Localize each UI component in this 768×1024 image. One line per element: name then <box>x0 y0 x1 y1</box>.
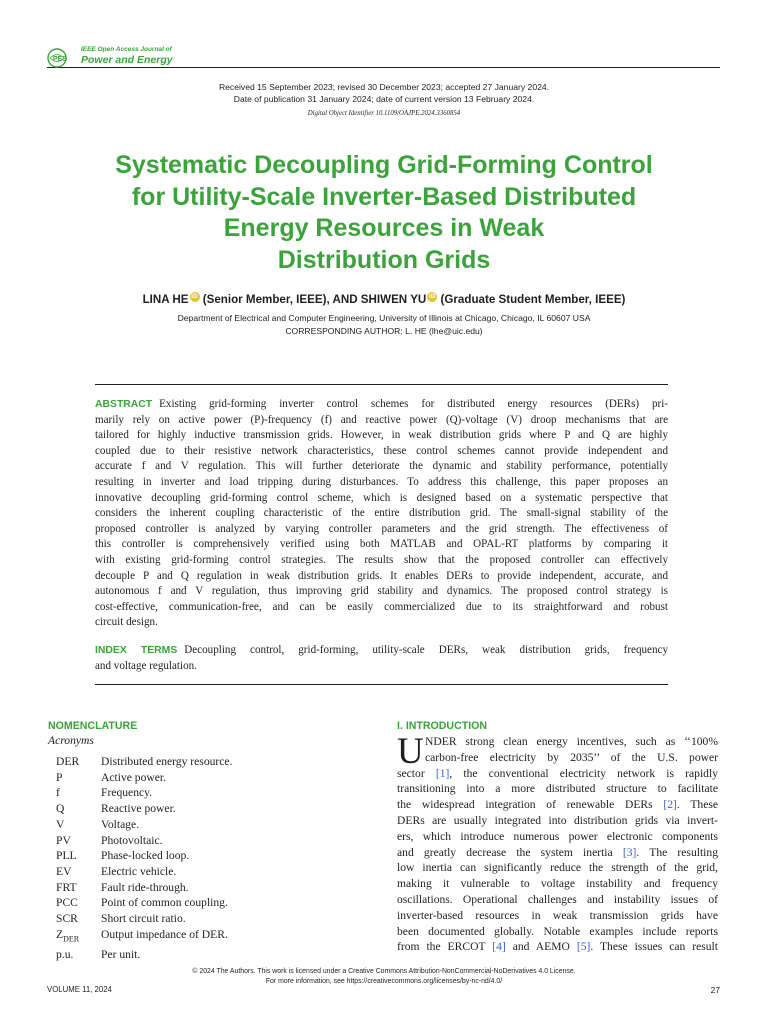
intro-line: NDER strong clean energy incentives, such as ‘‘100% <box>425 735 718 748</box>
divider <box>95 684 668 685</box>
acronym-subscript: DER <box>63 934 80 944</box>
list-item <box>56 801 232 817</box>
acronyms-subheading: Acronyms <box>48 734 94 747</box>
orcid-icon[interactable]: iD <box>429 293 436 300</box>
doi: Digital Object Identifier 10.1109/OAJPE.2024.3360854 <box>307 110 461 117</box>
index-terms-line: Decoupling control, grid-forming, utility-scale DERs, weak distribution grids, frequency <box>184 644 668 656</box>
abstract-line: innovative decoupling grid-forming control scheme, which is designed based on a systematic perspective that <box>95 491 668 504</box>
affiliation <box>0 312 768 337</box>
paper-title <box>70 150 698 276</box>
acronym-definition: Fault ride-through. <box>101 880 189 894</box>
title-line: Systematic Decoupling Grid-Forming Control <box>115 151 653 179</box>
acronym: FRT <box>56 880 77 894</box>
abstract-line: resulting in inverter and load tripping during disturbances. To address this challenge, this paper proposes an <box>95 475 668 488</box>
acronym: V <box>56 817 65 831</box>
acronym: p.u. <box>56 947 74 961</box>
author-2-role: (Graduate Student Member, IEEE) <box>437 293 626 306</box>
acronym-definition: Photovoltaic. <box>101 833 163 847</box>
intro-line: from the ERCOT [4] and AEMO [5]. These issues can result <box>397 940 718 954</box>
acronym: PCC <box>56 896 78 910</box>
abstract-line: circuit design. <box>95 616 158 629</box>
drop-cap: U <box>397 731 424 772</box>
intro-line: and greatly decrease the system inertia [3]. The resulting <box>397 845 719 859</box>
acronym: PV <box>56 833 71 847</box>
index-terms-label: INDEX TERMS <box>95 645 178 656</box>
list-item <box>56 880 232 896</box>
introduction-body <box>397 731 719 955</box>
acronym: EV <box>56 864 72 878</box>
list-item <box>56 754 232 770</box>
abstract-line: with existing grid-forming control strategies. The results show that the proposed controller can effectively <box>95 553 668 566</box>
logo-text: PES <box>53 56 68 63</box>
acronym-definition: Phase-locked loop. <box>101 849 190 863</box>
list-item <box>56 833 232 849</box>
abstract-line: coupled due to their resistive network characteristics, these control schemes cannot provide independent and <box>95 444 668 457</box>
abstract-line: tailored for highly inductive transmission grids. However, in weak distribution grids where P and Q are highly <box>95 429 668 442</box>
list-item <box>56 848 232 864</box>
list-item <box>56 785 232 801</box>
abstract-line: cost-effective, communication-free, and can be easily commercialized due to its straightforward and robust <box>95 600 668 613</box>
author-1: LINA HE <box>142 293 189 306</box>
intro-line: sector [1], the conventional electricity network is rapidly <box>397 766 718 780</box>
citation-link[interactable]: [1] <box>435 766 450 780</box>
acronym-definition: Reactive power. <box>101 802 176 816</box>
abstract-line: autonomous f and V regulation, thus improving grid stability and dynamics. The proposed control strategy is <box>95 585 668 598</box>
acronym-definition: Frequency. <box>101 786 153 800</box>
divider <box>95 384 668 385</box>
citation-link[interactable]: [3] <box>622 845 637 859</box>
journal-name: Power and Energy <box>81 54 173 66</box>
intro-line: making it vulnerable to voltage instability and frequency <box>397 877 718 891</box>
intro-line: ers, which introduce numerous power electronic components <box>397 829 718 843</box>
abstract-line: decouple P and Q regulation in weak distribution grids. It enables DERs to provide independent, accurate, and <box>95 569 668 582</box>
abstract-line: this controller is comprehensively verified using both MATLAB and OPAL-RT platforms by comparing it <box>95 538 668 551</box>
intro-line: transitioning into a more distributed structure to facilitate <box>397 782 718 796</box>
intro-line: been documented globally. Notable examples include reports <box>397 924 718 938</box>
publication-date: Date of publication 31 January 2024; date of current version 13 February 2024. <box>233 93 535 104</box>
list-item <box>56 927 232 947</box>
license-notice <box>0 967 768 987</box>
intro-line: DERs are usually integrated into distribution grids via invert- <box>397 813 718 827</box>
intro-line: inverter-based resources in weak transmission grids have <box>397 908 718 922</box>
abstract-line: considers the inherent coupling characteristic of the entire distribution grid. The small-signal stability of the <box>95 507 668 520</box>
title-line: for Utility-Scale Inverter-Based Distributed <box>131 182 637 211</box>
author-1-role: (Senior Member, IEEE), AND SHIWEN YU <box>199 293 427 306</box>
license-link[interactable]: For more information, see https://creativecommons.org/licenses/by-nc-nd/4.0/ <box>265 978 503 985</box>
intro-line: carbon-free electricity by 2035’’ of the U.S. power <box>425 750 718 764</box>
citation-link[interactable]: [5] <box>576 940 591 954</box>
ieee-pes-logo-icon <box>47 47 74 69</box>
nomenclature-heading: NOMENCLATURE <box>48 720 138 732</box>
acronym: Q <box>56 802 65 816</box>
department: Department of Electrical and Computer Engineering, University of Illinois at Chicago, Chicago, IL 60607 USA <box>177 313 591 323</box>
acronym-definition: Per unit. <box>101 947 141 961</box>
citation-link[interactable]: [4] <box>492 940 506 954</box>
acronym <box>56 927 101 947</box>
title-line: Energy Resources in Weak <box>223 214 545 242</box>
acronym-symbol: Z <box>56 927 64 941</box>
acronym: P <box>56 770 63 784</box>
acronym-definition: Voltage. <box>101 817 140 831</box>
acronym-definition: Active power. <box>101 770 167 784</box>
list-item <box>56 770 232 786</box>
journal-kicker: IEEE Open Access Journal of <box>81 46 172 53</box>
abstract-line: proposed controller is analyzed by varying controller parameters and the grid strength. The effectiveness of <box>95 522 668 535</box>
list-item <box>56 947 232 963</box>
acronym-definition: Output impedance of DER. <box>101 927 228 941</box>
intro-line: oscillations. Operational challenges and instability issues of <box>397 892 718 906</box>
acronym: PLL <box>56 849 77 863</box>
list-item <box>56 864 232 880</box>
intro-line: the widespread integration of renewable DERs [2]. These <box>397 798 718 812</box>
intro-line: low inertia can significantly reduce the strength of the grid, <box>397 861 718 875</box>
citation-link[interactable]: [2] <box>663 798 677 812</box>
introduction-heading: I. INTRODUCTION <box>397 720 488 732</box>
acronym-definition: Electric vehicle. <box>101 864 177 878</box>
abstract-line: accurate f and V regulation. This will further deteriorate the dynamic and stability performance, potentially <box>95 460 668 473</box>
orcid-icon[interactable]: iD <box>191 293 198 300</box>
abstract-line: Existing grid-forming inverter control schemes for distributed energy resources (DERs) pri- <box>159 398 668 410</box>
index-terms <box>95 643 668 674</box>
acronym: DER <box>56 755 80 768</box>
acronym-definition: Short circuit ratio. <box>101 912 186 926</box>
acronym: f <box>56 786 60 800</box>
received-dates: Received 15 September 2023; revised 30 December 2023; accepted 27 January 2024. <box>218 82 550 92</box>
nomenclature-list <box>56 754 232 962</box>
acronym-definition: Point of common coupling. <box>101 896 228 910</box>
abstract <box>95 397 668 631</box>
author-line <box>0 292 768 306</box>
list-item <box>56 895 232 911</box>
title-line: Distribution Grids <box>277 245 491 274</box>
index-terms-line: and voltage regulation. <box>95 659 197 672</box>
publication-dates <box>0 82 768 105</box>
volume-label: VOLUME 11, 2024 <box>47 985 112 994</box>
list-item <box>56 817 232 833</box>
page-number: 27 <box>710 985 720 995</box>
acronym-definition: Distributed energy resource. <box>101 755 233 768</box>
corresponding-author: CORRESPONDING AUTHOR: L. HE (lhe@uic.edu) <box>285 325 483 336</box>
acronym: SCR <box>56 912 78 926</box>
journal-header <box>47 46 720 68</box>
list-item <box>56 911 232 927</box>
abstract-label: ABSTRACT <box>95 399 153 410</box>
abstract-line: marily rely on active power (P)-frequency (f) and reactive power (Q)-voltage (V) droop mechanisms that are <box>95 413 668 426</box>
license-line: © 2024 The Authors. This work is licensed under a Creative Commons Attribution-NonCommercial-NoDerivatives 4.0 License. <box>192 968 576 975</box>
